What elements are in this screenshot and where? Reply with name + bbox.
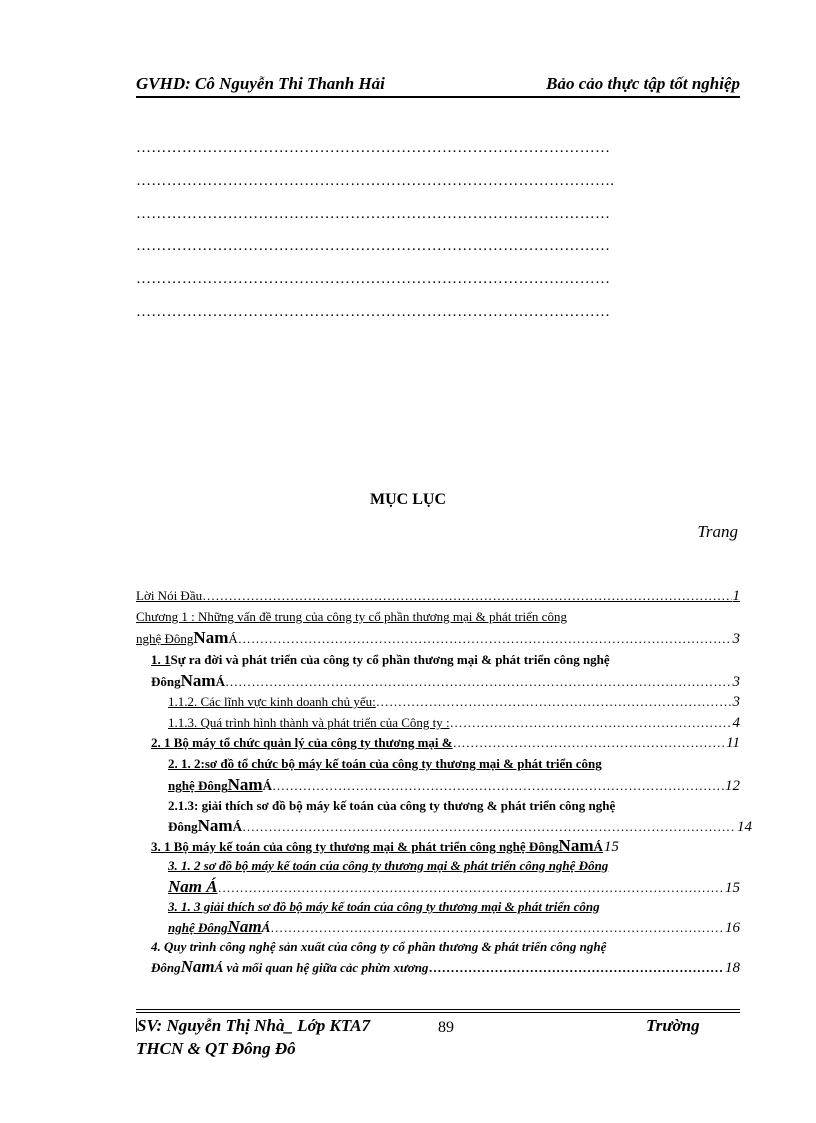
toc-entry-preface[interactable]: Lời Nói Đầu …………………………………………………………………………………………………………………………………………………………………………………… 1 bbox=[136, 586, 740, 606]
footer-student: SV: Nguyễn Thị Nhà_ Lớp KTA7 bbox=[137, 1016, 371, 1035]
toc-entry-1-1-3[interactable]: 1.1.3. Quá trình hình thành và phát triển của Công ty : …………………………………………………………………………………………………………………………………………………………………………………… 4 bbox=[168, 713, 740, 733]
toc-entry-1-1-cont[interactable]: Đông Nam Á …………………………………………………………………………………………………………………………………………………………………………………… 3 bbox=[151, 671, 740, 691]
toc-page-column-label: Trang bbox=[697, 522, 738, 541]
dotted-line: ………………………………………………………………………………… bbox=[136, 238, 611, 254]
dotted-line: ………………………………………………………………………………… bbox=[136, 140, 611, 156]
toc-entry-3-1-2[interactable]: 3. 1. 2 sơ đồ bộ máy kế toán của công ty thương mại & phát triển công nghệ Đông bbox=[168, 858, 609, 873]
footer-rule bbox=[136, 1009, 740, 1010]
header-advisor: GVHD: Cô Nguyễn Thi Thanh Hải bbox=[136, 74, 385, 93]
dotted-line: ………………………………………………………………………………… bbox=[136, 271, 611, 287]
toc-entry-4[interactable]: 4. Quy trình công nghệ sản xuất của công ty cổ phần thương & phát triển công nghệ bbox=[151, 939, 607, 954]
dotted-line: …………………………………………………………………………………. bbox=[136, 173, 615, 189]
toc-entry-3-1-3[interactable]: 3. 1. 3 giải thích sơ đồ bộ máy kế toán của công ty thương mại & phát triển công bbox=[168, 899, 600, 914]
dotted-line: ………………………………………………………………………………… bbox=[136, 304, 611, 320]
dotted-line: ………………………………………………………………………………… bbox=[136, 206, 611, 222]
toc-entry-3-1-2-cont[interactable]: Nam Á …………………………………………………………………………………………………………………………………………………………………………………… 15 bbox=[168, 877, 740, 897]
toc-entry-1-1-2[interactable]: 1.1.2. Các lĩnh vực kinh doanh chủ yếu: …………………………………………………………………………………………………………………………………………………………………………………… 3 bbox=[168, 692, 740, 712]
toc-entry-chapter-1-cont[interactable]: nghệ Đông Nam Á …………………………………………………………………………………………………………………………………………………………………………………… 3 bbox=[136, 628, 740, 648]
footer-page-number: 89 bbox=[438, 1019, 454, 1036]
toc-entry-2-1-2-cont[interactable]: nghệ Đông Nam Á …………………………………………………………………………………………………………………………………………………………………………………… 12 bbox=[168, 775, 740, 795]
toc-entry-4-cont[interactable]: Đông Nam Á và mối quan hệ giữa cảc phừn xương …………………………………………………………………………………………………………………………………………………………………………………… 18 bbox=[151, 957, 740, 977]
page-header bbox=[136, 74, 740, 98]
toc-entry-chapter-1[interactable]: Chương 1 : Những vấn đề trung của công ty cổ phần thương mại & phát triển công bbox=[136, 609, 567, 624]
header-report-title: Bảo cảo thực tập tốt nghiệp bbox=[546, 74, 740, 93]
toc-entry-3-1[interactable]: 3. 1 Bộ máy kế toán của công ty thương mại & phát triển công nghệ Đông Nam Á 15 bbox=[151, 836, 619, 855]
toc-entry-3-1-3-cont[interactable]: nghệ Đông Nam Á …………………………………………………………………………………………………………………………………………………………………………………… 16 bbox=[168, 917, 740, 937]
toc-entry-2-1-3-cont[interactable]: Đông Nam Á …………………………………………………………………………………………………………………………………………………………………………………… 14 bbox=[168, 816, 752, 836]
toc-entry-2-1-3[interactable]: 2.1.3: giải thích sơ đồ bộ máy kế toán của công ty thương & phát triển công nghệ bbox=[168, 798, 616, 813]
toc-entry-1-1[interactable]: 1. 1 Sự ra đời và phát triển của công ty cổ phần thương mại & phát triển công nghệ bbox=[151, 652, 610, 667]
footer-school-line2: THCN & QT Đông Đô bbox=[136, 1039, 296, 1058]
toc-entry-2-1-2[interactable]: 2. 1. 2:sơ đồ tổ chức bộ máy kế toán của công ty thương mại & phát triển công bbox=[168, 756, 602, 771]
toc-title: MỤC LỤC bbox=[370, 491, 446, 508]
toc-entry-2-1[interactable]: 2. 1 Bộ máy tổ chức quản lý của công ty thương mại & …………………………………………………………………………………………………………………………………………………………………………………… 11 bbox=[151, 733, 740, 753]
footer-rule bbox=[136, 1012, 740, 1013]
footer-school-line1: Trường bbox=[646, 1016, 700, 1035]
